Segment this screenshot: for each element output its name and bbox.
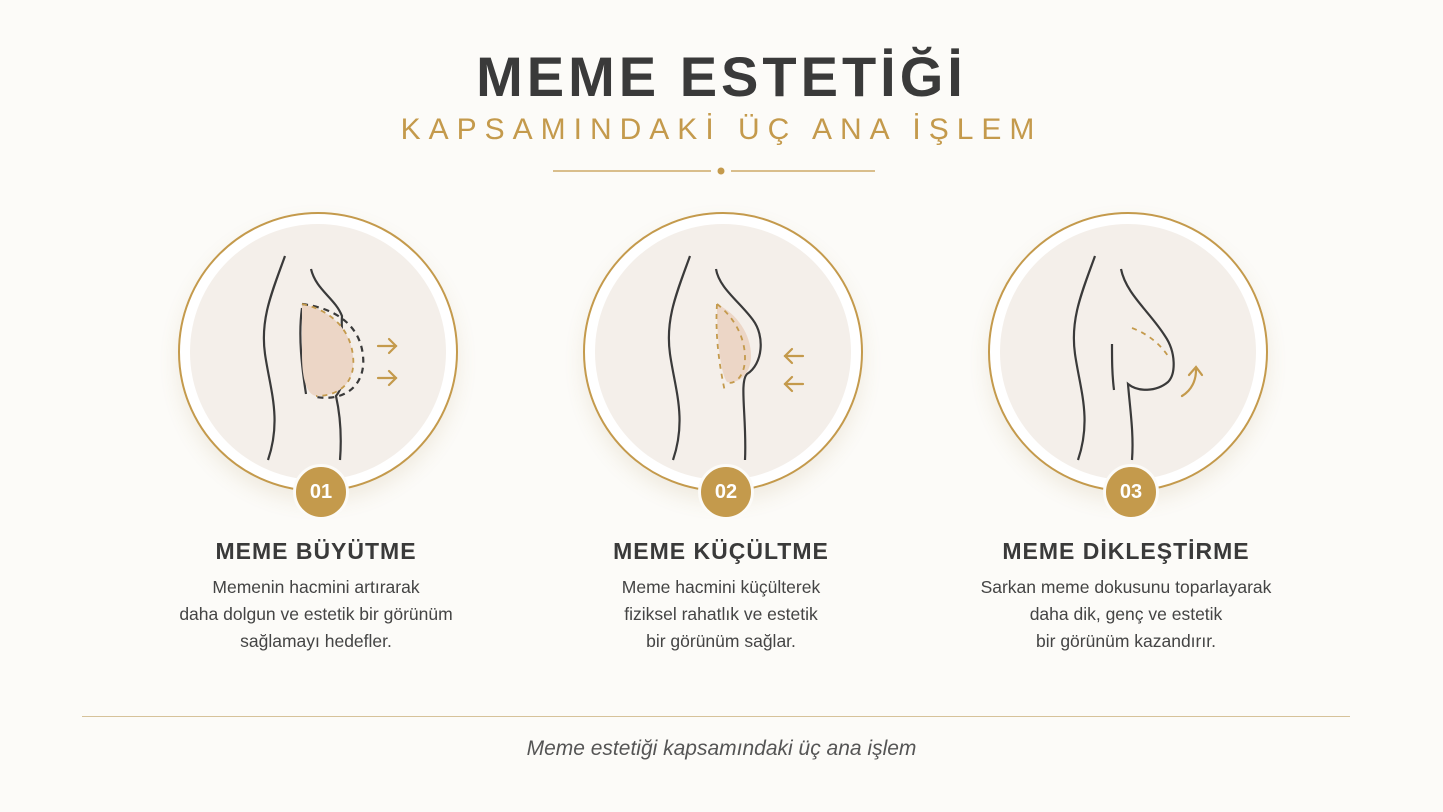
procedure-card-augmentation	[106, 212, 526, 662]
card-description-line: fiziksel rahatlık ve estetik	[624, 604, 818, 624]
footer-caption: Meme estetiği kapsamındaki üç ana işlem	[526, 737, 917, 760]
step-number-badge: 01	[293, 464, 349, 520]
breast-lift-icon	[1000, 224, 1256, 480]
illustration-disc	[178, 212, 458, 492]
illustration-disc	[988, 212, 1268, 492]
card-title: MEME BÜYÜTME	[215, 538, 417, 564]
card-description-line: daha dik, genç ve estetik	[1029, 604, 1223, 624]
card-description-line: bir görünüm sağlar.	[646, 631, 796, 651]
procedure-card-lift	[916, 212, 1336, 662]
card-description-line: sağlamayı hedefler.	[240, 631, 392, 651]
card-description-line: bir görünüm kazandırır.	[1036, 631, 1216, 651]
page-subtitle: KAPSAMINDAKİ ÜÇ ANA İŞLEM	[400, 113, 1043, 146]
card-title: MEME KÜÇÜLTME	[613, 538, 829, 564]
step-number-badge: 03	[1103, 464, 1159, 520]
card-description-line: daha dolgun ve estetik bir görünüm	[179, 604, 453, 624]
step-number-badge: 02	[698, 464, 754, 520]
illustration-disc	[583, 212, 863, 492]
card-description	[916, 574, 1336, 655]
title-divider	[553, 164, 875, 178]
card-description-line: Memenin hacmini artırarak	[212, 577, 420, 597]
breast-augmentation-icon	[190, 224, 446, 480]
card-description-line: Meme hacmini küçülterek	[621, 577, 821, 597]
card-description-line: Sarkan meme dokusunu toparlayarak	[980, 577, 1272, 597]
footer-divider	[82, 716, 1350, 717]
card-description	[511, 574, 931, 655]
procedure-card-reduction	[511, 212, 931, 662]
card-title: MEME DİKLEŞTİRME	[1002, 538, 1250, 564]
breast-reduction-icon	[595, 224, 851, 480]
page-title: MEME ESTETİĞİ	[476, 45, 967, 108]
card-description	[106, 574, 526, 655]
